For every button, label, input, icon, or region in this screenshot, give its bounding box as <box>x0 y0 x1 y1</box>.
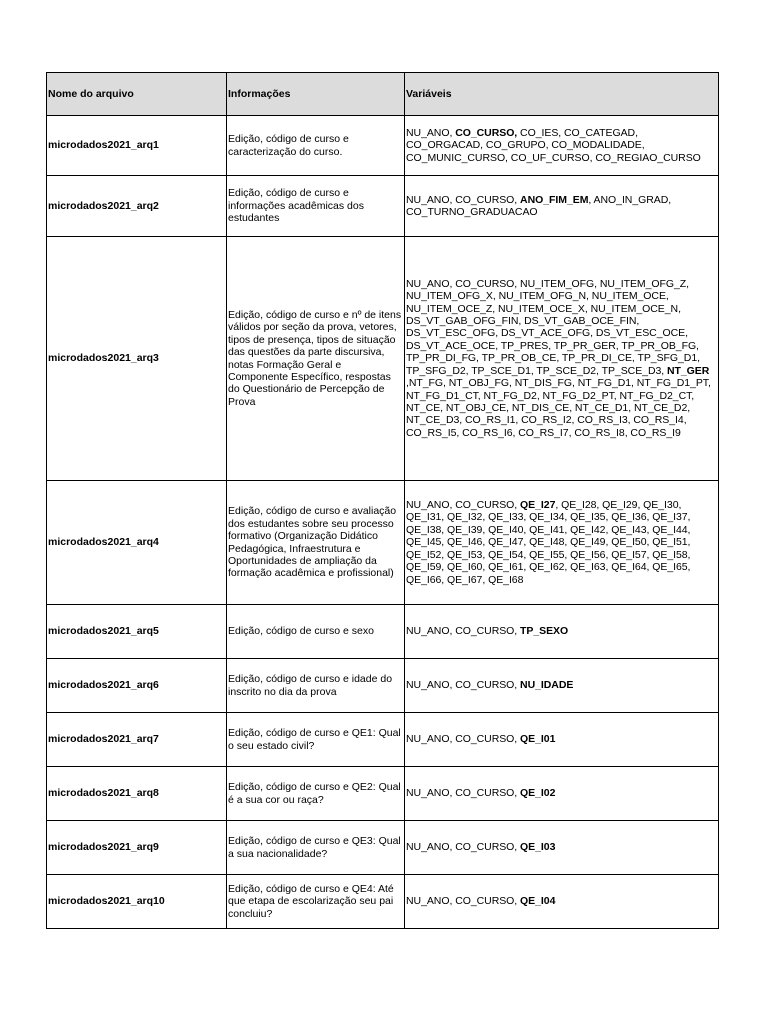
key-variable: QE_I01 <box>520 733 556 746</box>
key-variable: QE_I04 <box>520 895 556 908</box>
variable-list: NU_ANO, CO_CURSO, NU_ITEM_OFG, NU_ITEM_OFG_Z, NU_ITEM_OFG_X, NU_ITEM_OFG_N, NU_ITEM_OCE, NU_ITEM_OCE_Z, NU_ITEM_OCE_X, NU_ITEM_OCE_N, DS_VT_GAB_OFG_FIN, DS_VT_GAB_OCE_FIN, DS_VT_ESC_OFG, DS_VT_ACE_OFG, DS_VT_ESC_OCE, DS_VT_ACE_OCE, TP_PRES, TP_PR_GER, TP_PR_OB_FG, TP_PR_DI_FG, TP_PR_OB_CE, TP_PR_DI_CE, TP_SFG_D1, TP_SFG_D2, TP_SCE_D1, TP_SCE_D2, TP_SCE_D3, <box>406 277 700 377</box>
info-cell: Edição, código de curso e sexo <box>227 605 405 659</box>
variable-list: , QE_I28, QE_I29, QE_I30, QE_I31, QE_I32, QE_I33, QE_I34, QE_I35, QE_I36, QE_I37, QE_I38, QE_I39, QE_I40, QE_I41, QE_I42, QE_I43, QE_I44, QE_I45, QE_I46, QE_I47, QE_I48, QE_I49, QE_I50, QE_I51, QE_I52, QE_I53, QE_I54, QE_I55, QE_I56, QE_I57, QE_I58, QE_I59, QE_I60, QE_I61, QE_I62, QE_I63, QE_I64, QE_I65, QE_I66, QE_I67, QE_I68 <box>406 499 691 586</box>
variables-cell <box>405 176 719 237</box>
header-nome-do-arquivo: Nome do arquivo <box>47 73 227 116</box>
table-row <box>47 767 719 821</box>
table-row <box>47 237 719 481</box>
table-row <box>47 713 719 767</box>
variable-list: NU_ANO, CO_CURSO, <box>406 733 521 746</box>
info-cell: Edição, código de curso e QE4: Até que etapa de escolarização seu pai concluiu? <box>227 875 405 929</box>
variables-cell <box>405 237 719 481</box>
file-name-cell: microdados2021_arq5 <box>47 605 227 659</box>
info-cell: Edição, código de curso e caracterização do curso. <box>227 116 405 176</box>
key-variable: QE_I02 <box>520 787 556 800</box>
info-cell: Edição, código de curso e idade do inscrito no dia da prova <box>227 659 405 713</box>
file-name-cell: microdados2021_arq7 <box>47 713 227 767</box>
key-variable: QE_I27 <box>520 499 556 512</box>
header-variaveis: Variáveis <box>405 73 719 116</box>
key-variable: ANO_FIM_EM <box>520 193 589 206</box>
table-row <box>47 176 719 237</box>
table-body <box>47 116 719 929</box>
files-table <box>46 72 719 929</box>
variable-list: NU_ANO, CO_CURSO, <box>406 895 521 908</box>
file-name-cell: microdados2021_arq8 <box>47 767 227 821</box>
info-cell: Edição, código de curso e nº de itens válidos por seção da prova, vetores, tipos de presença, tipos de situação das questões da parte discursiva, notas Formação Geral e Componente Específico, respostas do Questionário de Percepção de Prova <box>227 237 405 481</box>
variables-cell <box>405 821 719 875</box>
key-variable: CO_CURSO, <box>455 126 518 139</box>
variables-cell <box>405 116 719 176</box>
variables-cell <box>405 875 719 929</box>
info-cell: Edição, código de curso e QE3: Qual a sua nacionalidade? <box>227 821 405 875</box>
table-row <box>47 116 719 176</box>
file-name-cell: microdados2021_arq10 <box>47 875 227 929</box>
file-name-cell: microdados2021_arq3 <box>47 237 227 481</box>
info-cell: Edição, código de curso e QE2: Qual é a sua cor ou raça? <box>227 767 405 821</box>
variable-list: NU_ANO, CO_CURSO, <box>406 787 521 800</box>
variable-list: CO_IES, CO_CATEGAD, CO_ORGACAD, CO_GRUPO, CO_MODALIDADE, CO_MUNIC_CURSO, CO_UF_CURSO, CO_REGIAO_CURSO <box>406 126 701 164</box>
variable-list: NU_ANO, CO_CURSO, <box>406 193 521 206</box>
header-informacoes: Informações <box>227 73 405 116</box>
key-variable: TP_SEXO <box>520 625 569 638</box>
key-variable: QE_I03 <box>520 841 556 854</box>
variables-cell <box>405 659 719 713</box>
file-name-cell: microdados2021_arq6 <box>47 659 227 713</box>
variable-list: ,NT_FG, NT_OBJ_FG, NT_DIS_FG, NT_FG_D1, NT_FG_D1_PT, NT_FG_D1_CT, NT_FG_D2, NT_FG_D2_PT, NT_FG_D2_CT, NT_CE, NT_OBJ_CE, NT_DIS_CE, NT_CE_D1, NT_CE_D2, NT_CE_D3, CO_RS_I1, CO_RS_I2, CO_RS_I3, CO_RS_I4, CO_RS_I5, CO_RS_I6, CO_RS_I7, CO_RS_I8, CO_RS_I9 <box>406 377 711 439</box>
file-name-cell: microdados2021_arq4 <box>47 481 227 605</box>
info-cell: Edição, código de curso e QE1: Qual o seu estado civil? <box>227 713 405 767</box>
key-variable: NT_GER <box>667 364 710 377</box>
file-name-cell: microdados2021_arq1 <box>47 116 227 176</box>
info-cell: Edição, código de curso e informações acadêmicas dos estudantes <box>227 176 405 237</box>
variable-list: NU_ANO, CO_CURSO, <box>406 625 521 638</box>
file-name-cell: microdados2021_arq9 <box>47 821 227 875</box>
table-row <box>47 605 719 659</box>
variable-list: , ANO_IN_GRAD, CO_TURNO_GRADUACAO <box>406 193 672 218</box>
table-row <box>47 875 719 929</box>
variable-list: NU_ANO, CO_CURSO, <box>406 679 521 692</box>
key-variable: NU_IDADE <box>520 679 574 692</box>
variables-cell <box>405 481 719 605</box>
variable-list: NU_ANO, <box>406 126 456 139</box>
file-name-cell: microdados2021_arq2 <box>47 176 227 237</box>
header-row <box>47 73 719 116</box>
table-row <box>47 481 719 605</box>
variable-list: NU_ANO, CO_CURSO, <box>406 499 521 512</box>
table-row <box>47 659 719 713</box>
variables-cell <box>405 605 719 659</box>
variable-list: NU_ANO, CO_CURSO, <box>406 841 521 854</box>
info-cell: Edição, código de curso e avaliação dos estudantes sobre seu processo formativo (Organização Didático Pedagógica, Infraestrutura e Oportunidades de ampliação da formação acadêmica e profissional) <box>227 481 405 605</box>
table-row <box>47 821 719 875</box>
variables-cell <box>405 713 719 767</box>
variables-cell <box>405 767 719 821</box>
